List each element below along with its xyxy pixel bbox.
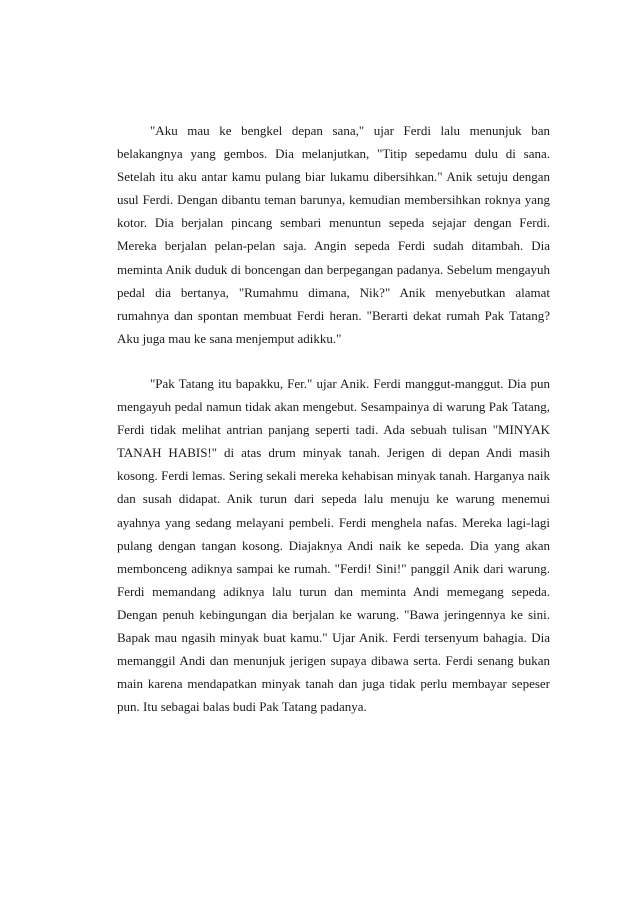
paragraph: "Pak Tatang itu bapakku, Fer." ujar Anik. Ferdi manggut-manggut. Dia pun mengayuh pedal namun tidak akan mengebut. Sesampainya di warung Pak Tatang, Ferdi tidak melihat antrian panjang seperti tadi. Ada sebuah tulisan "MINYAK TANAH HABIS!" di atas drum minyak tanah. Jerigen di depan Andi masih kosong. Ferdi lemas. Sering sekali mereka kehabisan minyak tanah. Harganya naik dan susah didapat. Anik turun dari sepeda lalu menuju ke warung menemui ayahnya yang sedang melayani pembeli. Ferdi menghela nafas. Mereka lagi-lagi pulang dengan tangan kosong. Diajaknya Andi naik ke sepeda. Dia yang akan membonceng adiknya sampai ke rumah. "Ferdi! Sini!" panggil Anik dari warung. Ferdi memandang adiknya lalu turun dan meminta Andi memegang sepeda. Dengan penuh kebingungan dia berjalan ke warung. "Bawa jeringennya ke sini. Bapak mau ngasih minyak buat kamu." Ujar Anik. Ferdi tersenyum bahagia. Dia memanggil Andi dan menunjuk jerigen supaya dibawa serta. Ferdi senang bukan main karena mendapatkan minyak tanah dan juga tidak perlu membayar sepeser pun. Itu sebagai balas budi Pak Tatang padanya. — [117, 376, 550, 715]
paragraph: "Aku mau ke bengkel depan sana," ujar Ferdi lalu menunjuk ban belakangnya yang gembos. Dia melanjutkan, "Titip sepedamu dulu di sana. Setelah itu aku antar kamu pulang biar lukamu dibersihkan." Anik setuju dengan usul Ferdi. Dengan dibantu teman barunya, kemudian membersihkan roknya yang kotor. Dia berjalan pincang sembari menuntun sepeda sejajar dengan Ferdi. Mereka berjalan pelan-pelan saja. Angin sepeda Ferdi sudah ditambah. Dia meminta Anik duduk di boncengan dan berpegangan padanya. Sebelum mengayuh pedal dia bertanya, "Rumahmu dimana, Nik?" Anik menyebutkan alamat rumahnya dan spontan membuat Ferdi heran. "Berarti dekat rumah Pak Tatang? Aku juga mau ke sana menjemput adikku." — [117, 123, 550, 346]
